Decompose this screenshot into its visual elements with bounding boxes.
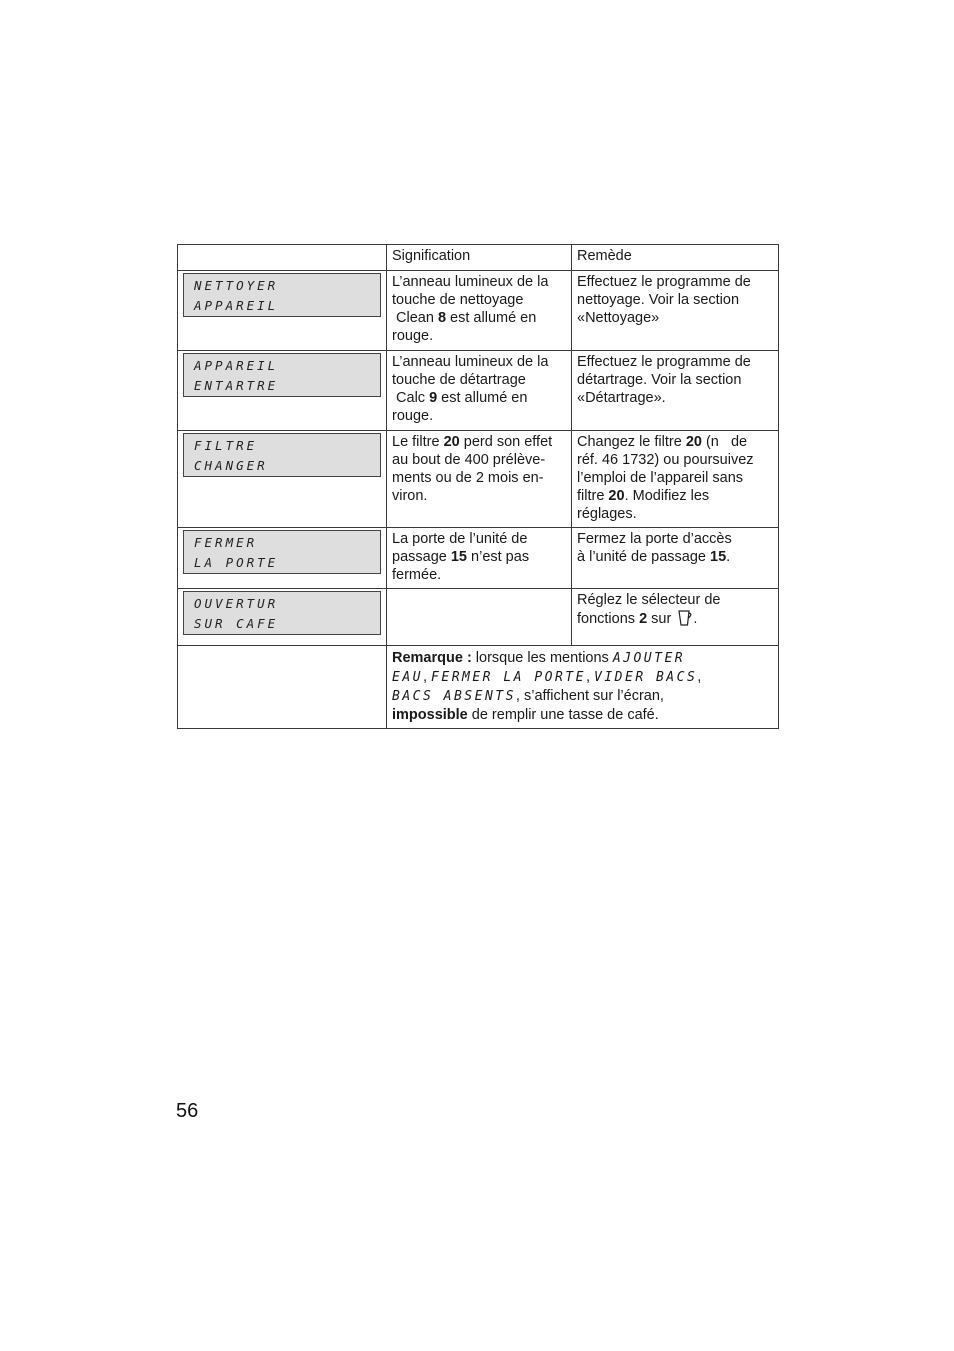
note-text: , <box>585 669 595 685</box>
text-line: L’anneau lumineux de la <box>392 354 549 370</box>
signification-cell <box>387 351 572 431</box>
table-row <box>178 528 779 589</box>
text-line: viron. <box>392 488 428 504</box>
display-cell <box>178 589 387 646</box>
signification-cell <box>387 431 572 528</box>
display-mention: EAU <box>392 670 423 685</box>
note-text: de remplir une tasse de café. <box>467 707 659 723</box>
display-mention: VIDER BACS <box>594 670 698 685</box>
display-mention: FERMER LA PORTE <box>431 670 586 685</box>
remede-cell <box>572 589 779 646</box>
text-line: Effectuez le programme de <box>577 354 751 370</box>
reference-number: 15 <box>450 549 467 565</box>
display-mention: BACS ABSENTS <box>392 689 516 704</box>
lcd-line-2: ENTARTRE <box>194 378 279 393</box>
text-fragment: Calc <box>392 390 430 406</box>
text-fragment: . Modifiez les <box>624 488 710 504</box>
text-fragment: sur <box>647 611 676 627</box>
text-line: Effectuez le programme de <box>577 274 751 290</box>
remede-cell <box>572 528 779 589</box>
text-line: touche de détartrage <box>392 372 526 388</box>
header-signification: Signification <box>387 245 572 271</box>
lcd-display <box>183 433 381 477</box>
lcd-line-1: APPAREIL <box>194 358 279 373</box>
text-line: Fermez la porte d’accès <box>577 531 732 547</box>
text-line: nettoyage. Voir la section <box>577 292 740 308</box>
reference-number: 20 <box>608 488 625 504</box>
lcd-line-2: LA PORTE <box>194 555 279 570</box>
text-line: réf. 46 1732) ou poursuivez <box>577 452 754 468</box>
header-remede: Remède <box>572 245 779 271</box>
text-fragment: Changez le filtre <box>577 434 686 450</box>
reference-number: 20 <box>685 434 702 450</box>
text-line: l’emploi de l’appareil sans <box>577 470 744 486</box>
text-fragment: Clean <box>392 310 438 326</box>
remede-cell <box>572 271 779 351</box>
table-row <box>178 351 779 431</box>
text-line: au bout de 400 prélève- <box>392 452 546 468</box>
text-fragment: perd son effet <box>459 434 553 450</box>
note-text: , <box>422 669 432 685</box>
reference-number: 8 <box>437 310 447 326</box>
text-line: détartrage. Voir la section <box>577 372 742 388</box>
text-fragment: Le filtre <box>392 434 444 450</box>
note-text: , <box>697 669 702 685</box>
lcd-display <box>183 353 381 397</box>
reference-number: 15 <box>710 549 727 565</box>
text-fragment: est allumé en <box>437 390 528 406</box>
signification-cell <box>387 271 572 351</box>
lcd-line-1: NETTOYER <box>194 278 279 293</box>
text-fragment: . <box>693 611 698 627</box>
text-line: ments ou de 2 mois en- <box>392 470 544 486</box>
note-text: , s’affichent sur l’écran, <box>515 688 664 704</box>
display-cell <box>178 431 387 528</box>
text-line: L’anneau lumineux de la <box>392 274 549 290</box>
lcd-line-1: FILTRE <box>194 438 258 453</box>
text-fragment: n’est pas <box>467 549 530 565</box>
lcd-display <box>183 530 381 574</box>
text-line: «Nettoyage» <box>577 310 660 326</box>
lcd-line-1: OUVERTUR <box>194 596 279 611</box>
text-fragment: (n de <box>701 434 748 450</box>
text-line: touche de nettoyage <box>392 292 524 308</box>
text-line: rouge. <box>392 408 434 424</box>
troubleshooting-table <box>177 244 779 729</box>
text-fragment: passage <box>392 549 451 565</box>
note-empty-cell <box>178 646 387 729</box>
reference-number: 2 <box>639 611 648 627</box>
remede-cell <box>572 351 779 431</box>
reference-number: 20 <box>443 434 460 450</box>
note-label: Remarque : <box>392 650 472 666</box>
display-cell <box>178 528 387 589</box>
lcd-display <box>183 591 381 635</box>
text-line: «Détartrage». <box>577 390 666 406</box>
header-display <box>178 245 387 271</box>
text-line: fermée. <box>392 567 442 583</box>
text-line: Réglez le sélecteur de <box>577 592 721 608</box>
text-line: réglages. <box>577 506 637 522</box>
lcd-display <box>183 273 381 317</box>
text-fragment: filtre <box>577 488 609 504</box>
signification-cell <box>387 528 572 589</box>
display-cell <box>178 271 387 351</box>
display-mention: AJOUTER <box>612 651 686 666</box>
note-text: lorsque les mentions <box>471 650 613 666</box>
page-number: 56 <box>176 1100 199 1122</box>
table-row <box>178 589 779 646</box>
lcd-line-2: SUR CAFE <box>194 616 279 631</box>
text-line: rouge. <box>392 328 434 344</box>
coffee-cup-icon <box>677 609 693 627</box>
remede-cell <box>572 431 779 528</box>
text-fragment: à l’unité de passage <box>577 549 711 565</box>
note-bold: impossible <box>392 707 468 723</box>
text-fragment: fonctions <box>577 611 640 627</box>
note-row <box>178 646 779 729</box>
table-row <box>178 431 779 528</box>
reference-number: 9 <box>429 390 438 406</box>
note-cell <box>387 646 779 729</box>
signification-cell <box>387 589 572 646</box>
lcd-line-1: FERMER <box>194 535 258 550</box>
display-cell <box>178 351 387 431</box>
table-header-row <box>178 245 779 271</box>
text-fragment: est allumé en <box>446 310 537 326</box>
lcd-line-2: CHANGER <box>194 458 268 473</box>
text-line: La porte de l’unité de <box>392 531 528 547</box>
table-row <box>178 271 779 351</box>
lcd-line-2: APPAREIL <box>194 298 279 313</box>
text-fragment: . <box>726 549 731 565</box>
